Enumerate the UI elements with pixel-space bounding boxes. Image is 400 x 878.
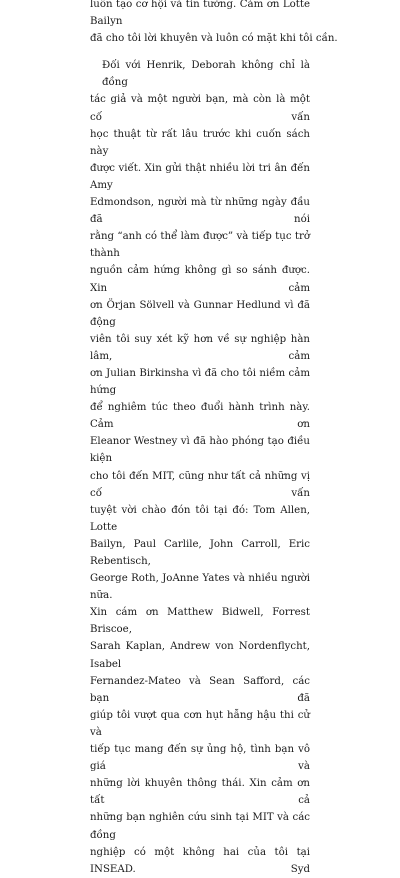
text-line: Xin cám ơn Matthew Bidwell, Forrest Briscoe,	[90, 607, 310, 636]
text-line: giúp tôi vượt qua cơn hụt hẫng hậu thi cử và	[90, 709, 310, 738]
text-line: được viết. Xin gửi thật nhiều lời tri ân đến Amy	[90, 162, 310, 191]
text-line: đã cho tôi lời khuyên và luôn có mặt khi tôi cần.	[90, 33, 338, 45]
paragraph-2	[90, 57, 310, 878]
text-line: tuyệt vời chào đón tôi tại đó: Tom Allen, Lotte	[90, 504, 310, 533]
text-line: những lời khuyên thông thái. Xin cảm ơn tất cả	[90, 778, 310, 807]
text-line: viên tôi suy xét kỹ hơn về sự nghiệp hàn lâm, cảm	[90, 333, 310, 362]
text-line: Edmondson, người mà từ những ngày đầu đã nói	[90, 197, 310, 226]
text-line: rằng “anh có thể làm được” và tiếp tục trở thành	[90, 231, 310, 260]
text-line: Eleanor Westney vì đã hào phóng tạo điều kiện	[90, 436, 310, 465]
text-line: nguồn cảm hứng không gì so sánh được. Xin cảm	[90, 265, 310, 294]
paragraph-1	[90, 0, 338, 47]
text-line: Đối với Henrik, Deborah không chỉ là đồng	[102, 60, 310, 89]
text-line: cho tôi đến MIT, cũng như tất cả những vị cố vấn	[90, 470, 310, 499]
text-line: nghiệp có một không hai của tôi tại INSEAD. Syd	[90, 846, 310, 875]
text-line: học thuật từ rất lâu trước khi cuốn sách này	[90, 128, 310, 157]
text-line: những bạn nghiên cứu sinh tại MIT và các đồng	[90, 812, 310, 841]
text-line: ơn Örjan Sölvell và Gunnar Hedlund vì đã động	[90, 299, 310, 328]
text-line: ơn Julian Birkinsha vì đã cho tôi niềm cảm hứng	[90, 367, 310, 397]
text-line: Bailyn, Paul Carlile, John Carroll, Eric Rebentisch,	[90, 538, 310, 567]
text-line: Sarah Kaplan, Andrew von Nordenflycht, Isabel	[90, 641, 310, 670]
text-line: luôn tạo cơ hội và tin tưởng. Cảm ơn Lotte Bailyn	[90, 0, 310, 28]
text-line: tiếp tục mang đến sự ủng hộ, tình bạn vô giá và	[90, 744, 310, 773]
text-line: tác giả và một người bạn, mà còn là một cố vấn	[90, 94, 310, 123]
text-line: George Roth, JoAnne Yates và nhiều người nữa.	[90, 573, 310, 602]
text-line: để nghiêm túc theo đuổi hành trình này. Cảm ơn	[90, 402, 310, 431]
text-line: Fernandez-Mateo và Sean Safford, các bạn đã	[90, 675, 310, 704]
